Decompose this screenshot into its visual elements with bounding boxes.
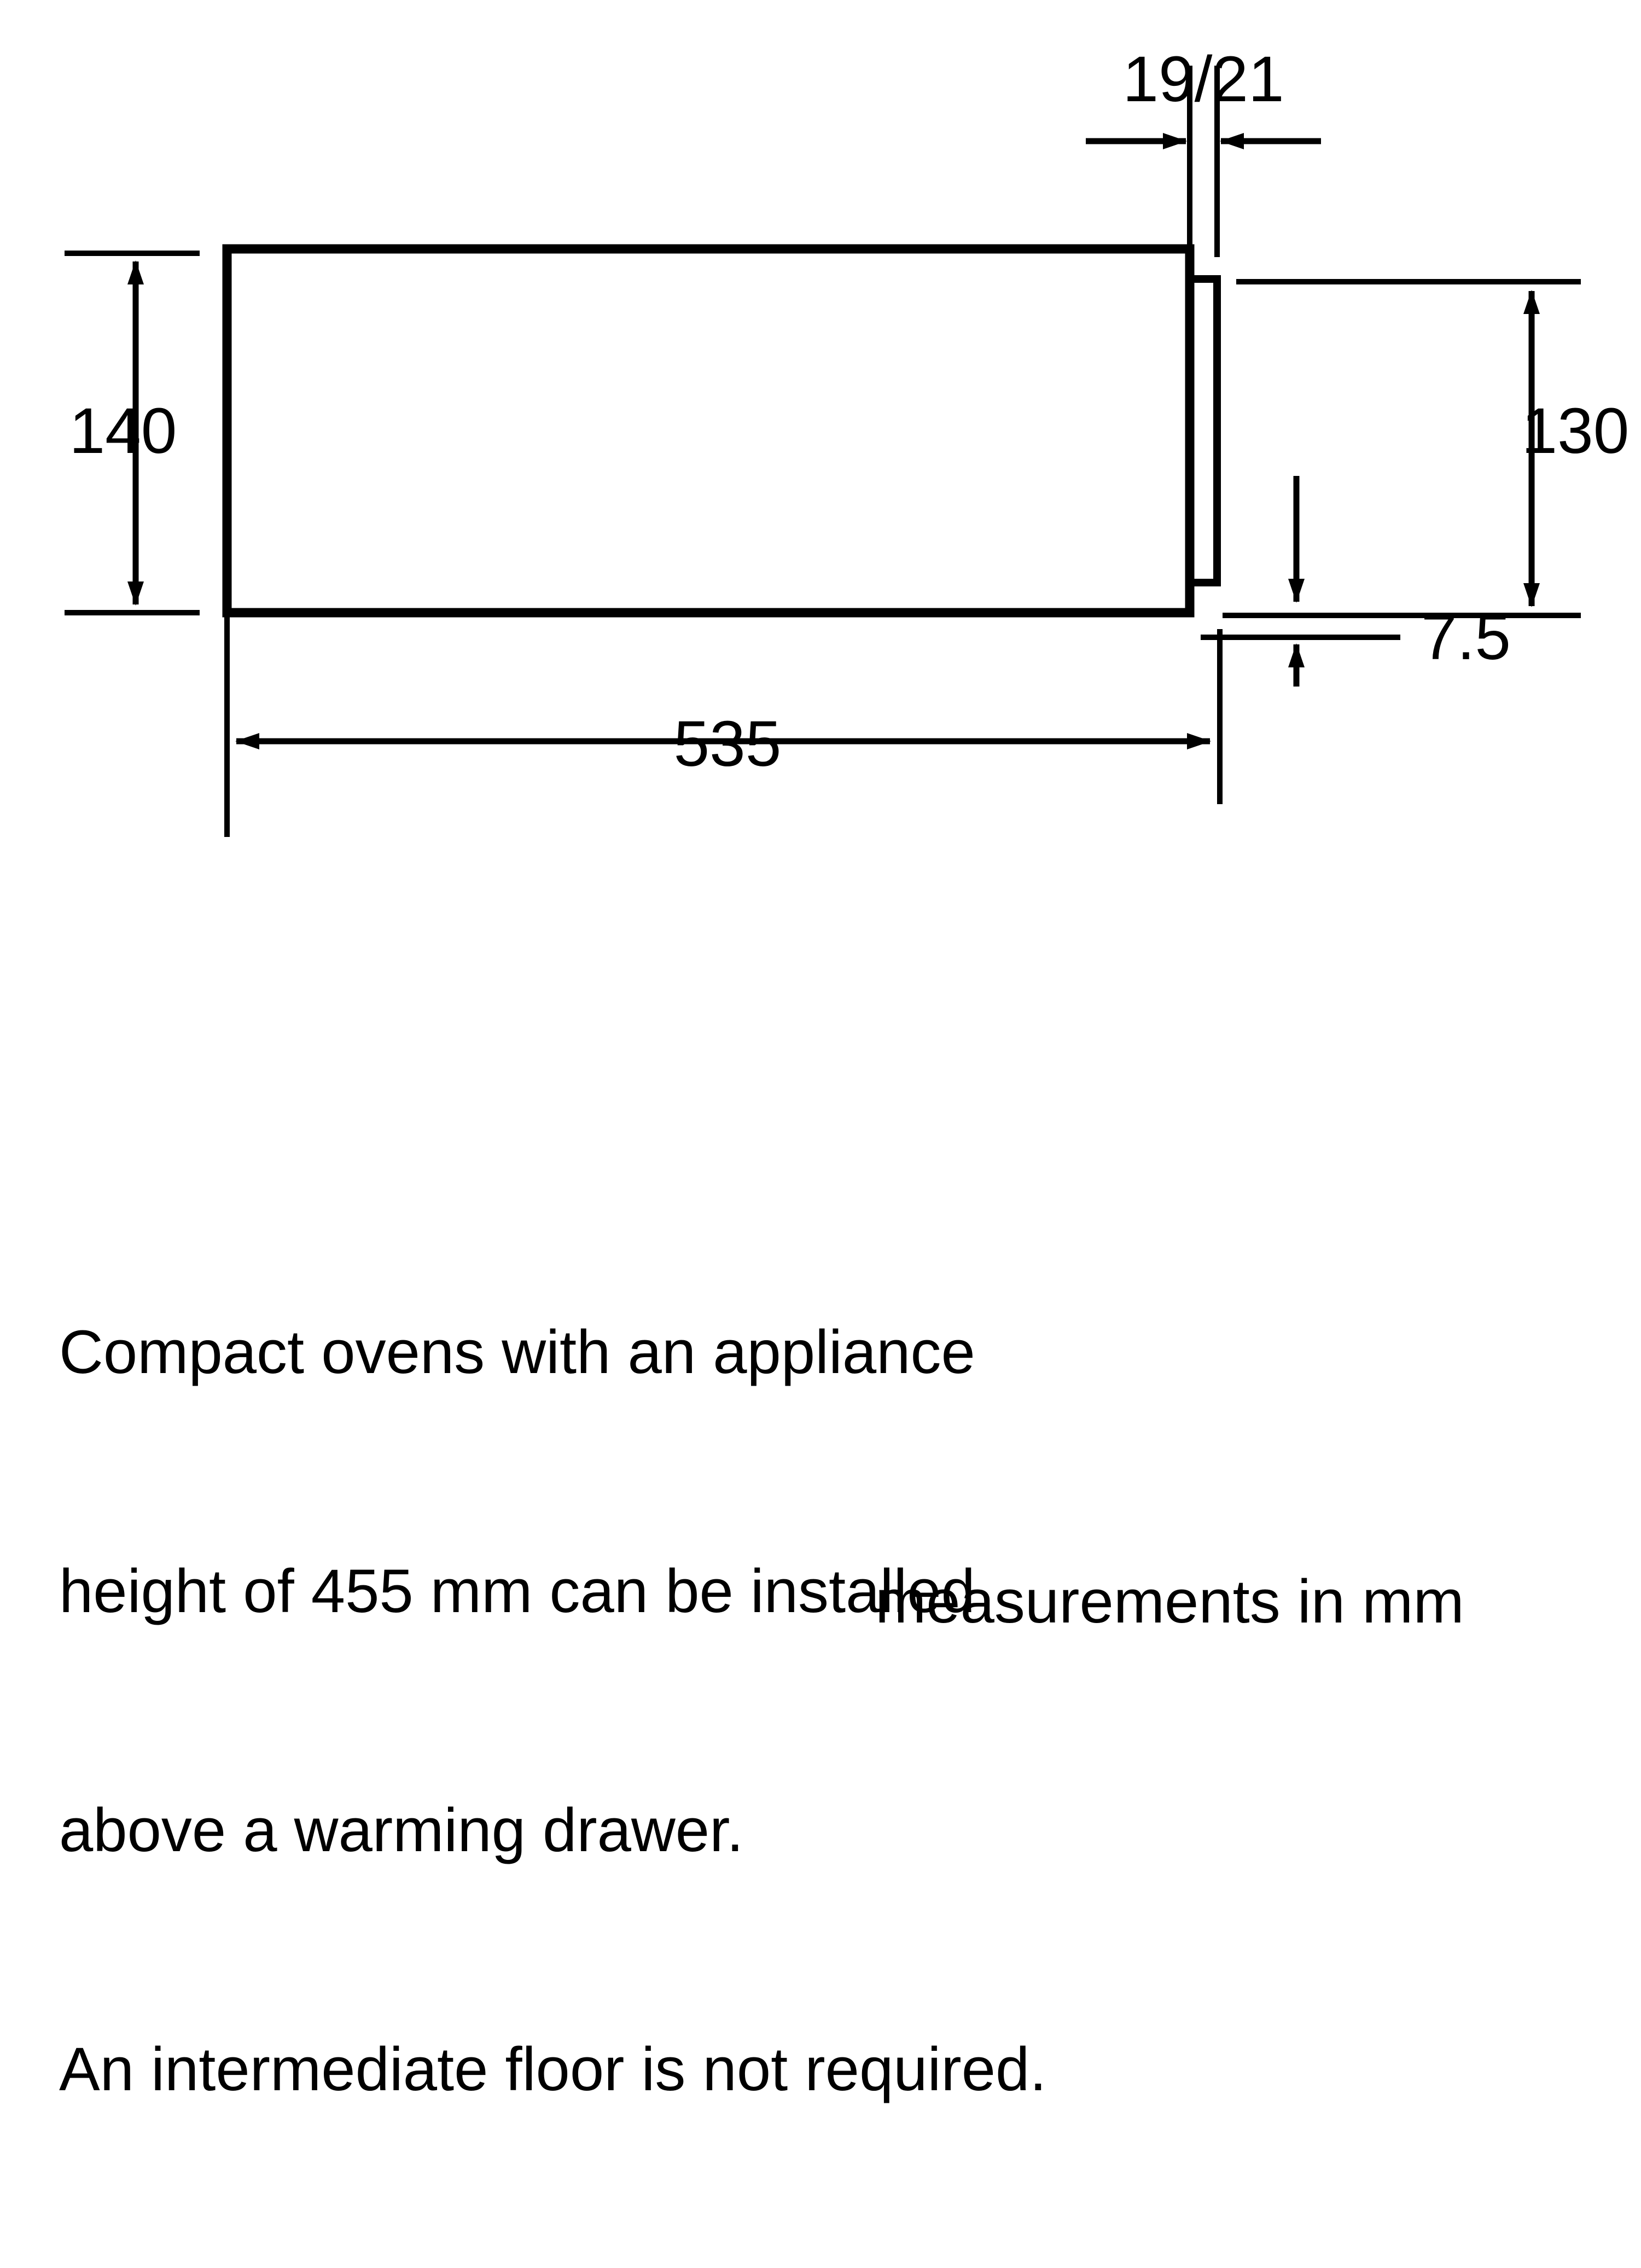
dimension-label-appliance-height: 130 (1521, 395, 1630, 467)
note-line-2: height of 455 mm can be installed (59, 1556, 975, 1625)
dimension-label-niche-width: 535 (673, 708, 782, 780)
units-note: measurements in mm (875, 1567, 1464, 1636)
dimension-label-bottom-offset: 7.5 (1421, 601, 1511, 673)
dimension-niche-height (65, 253, 200, 613)
dimension-bottom-offset (1201, 476, 1511, 687)
note-line-3: above a warming drawer. (59, 1795, 744, 1864)
dimension-appliance-height (1223, 282, 1629, 615)
installation-note (59, 1153, 1046, 2268)
dimension-label-niche-height: 140 (69, 395, 177, 467)
note-line-4: An intermediate floor is not required. (59, 2034, 1047, 2103)
note-line-1: Compact ovens with an appliance (59, 1318, 975, 1387)
dimension-gap-top (1086, 43, 1321, 257)
dimension-label-gap-top: 19/21 (1122, 43, 1284, 115)
appliance-outline (227, 249, 1190, 613)
dimension-niche-width (227, 613, 1220, 837)
